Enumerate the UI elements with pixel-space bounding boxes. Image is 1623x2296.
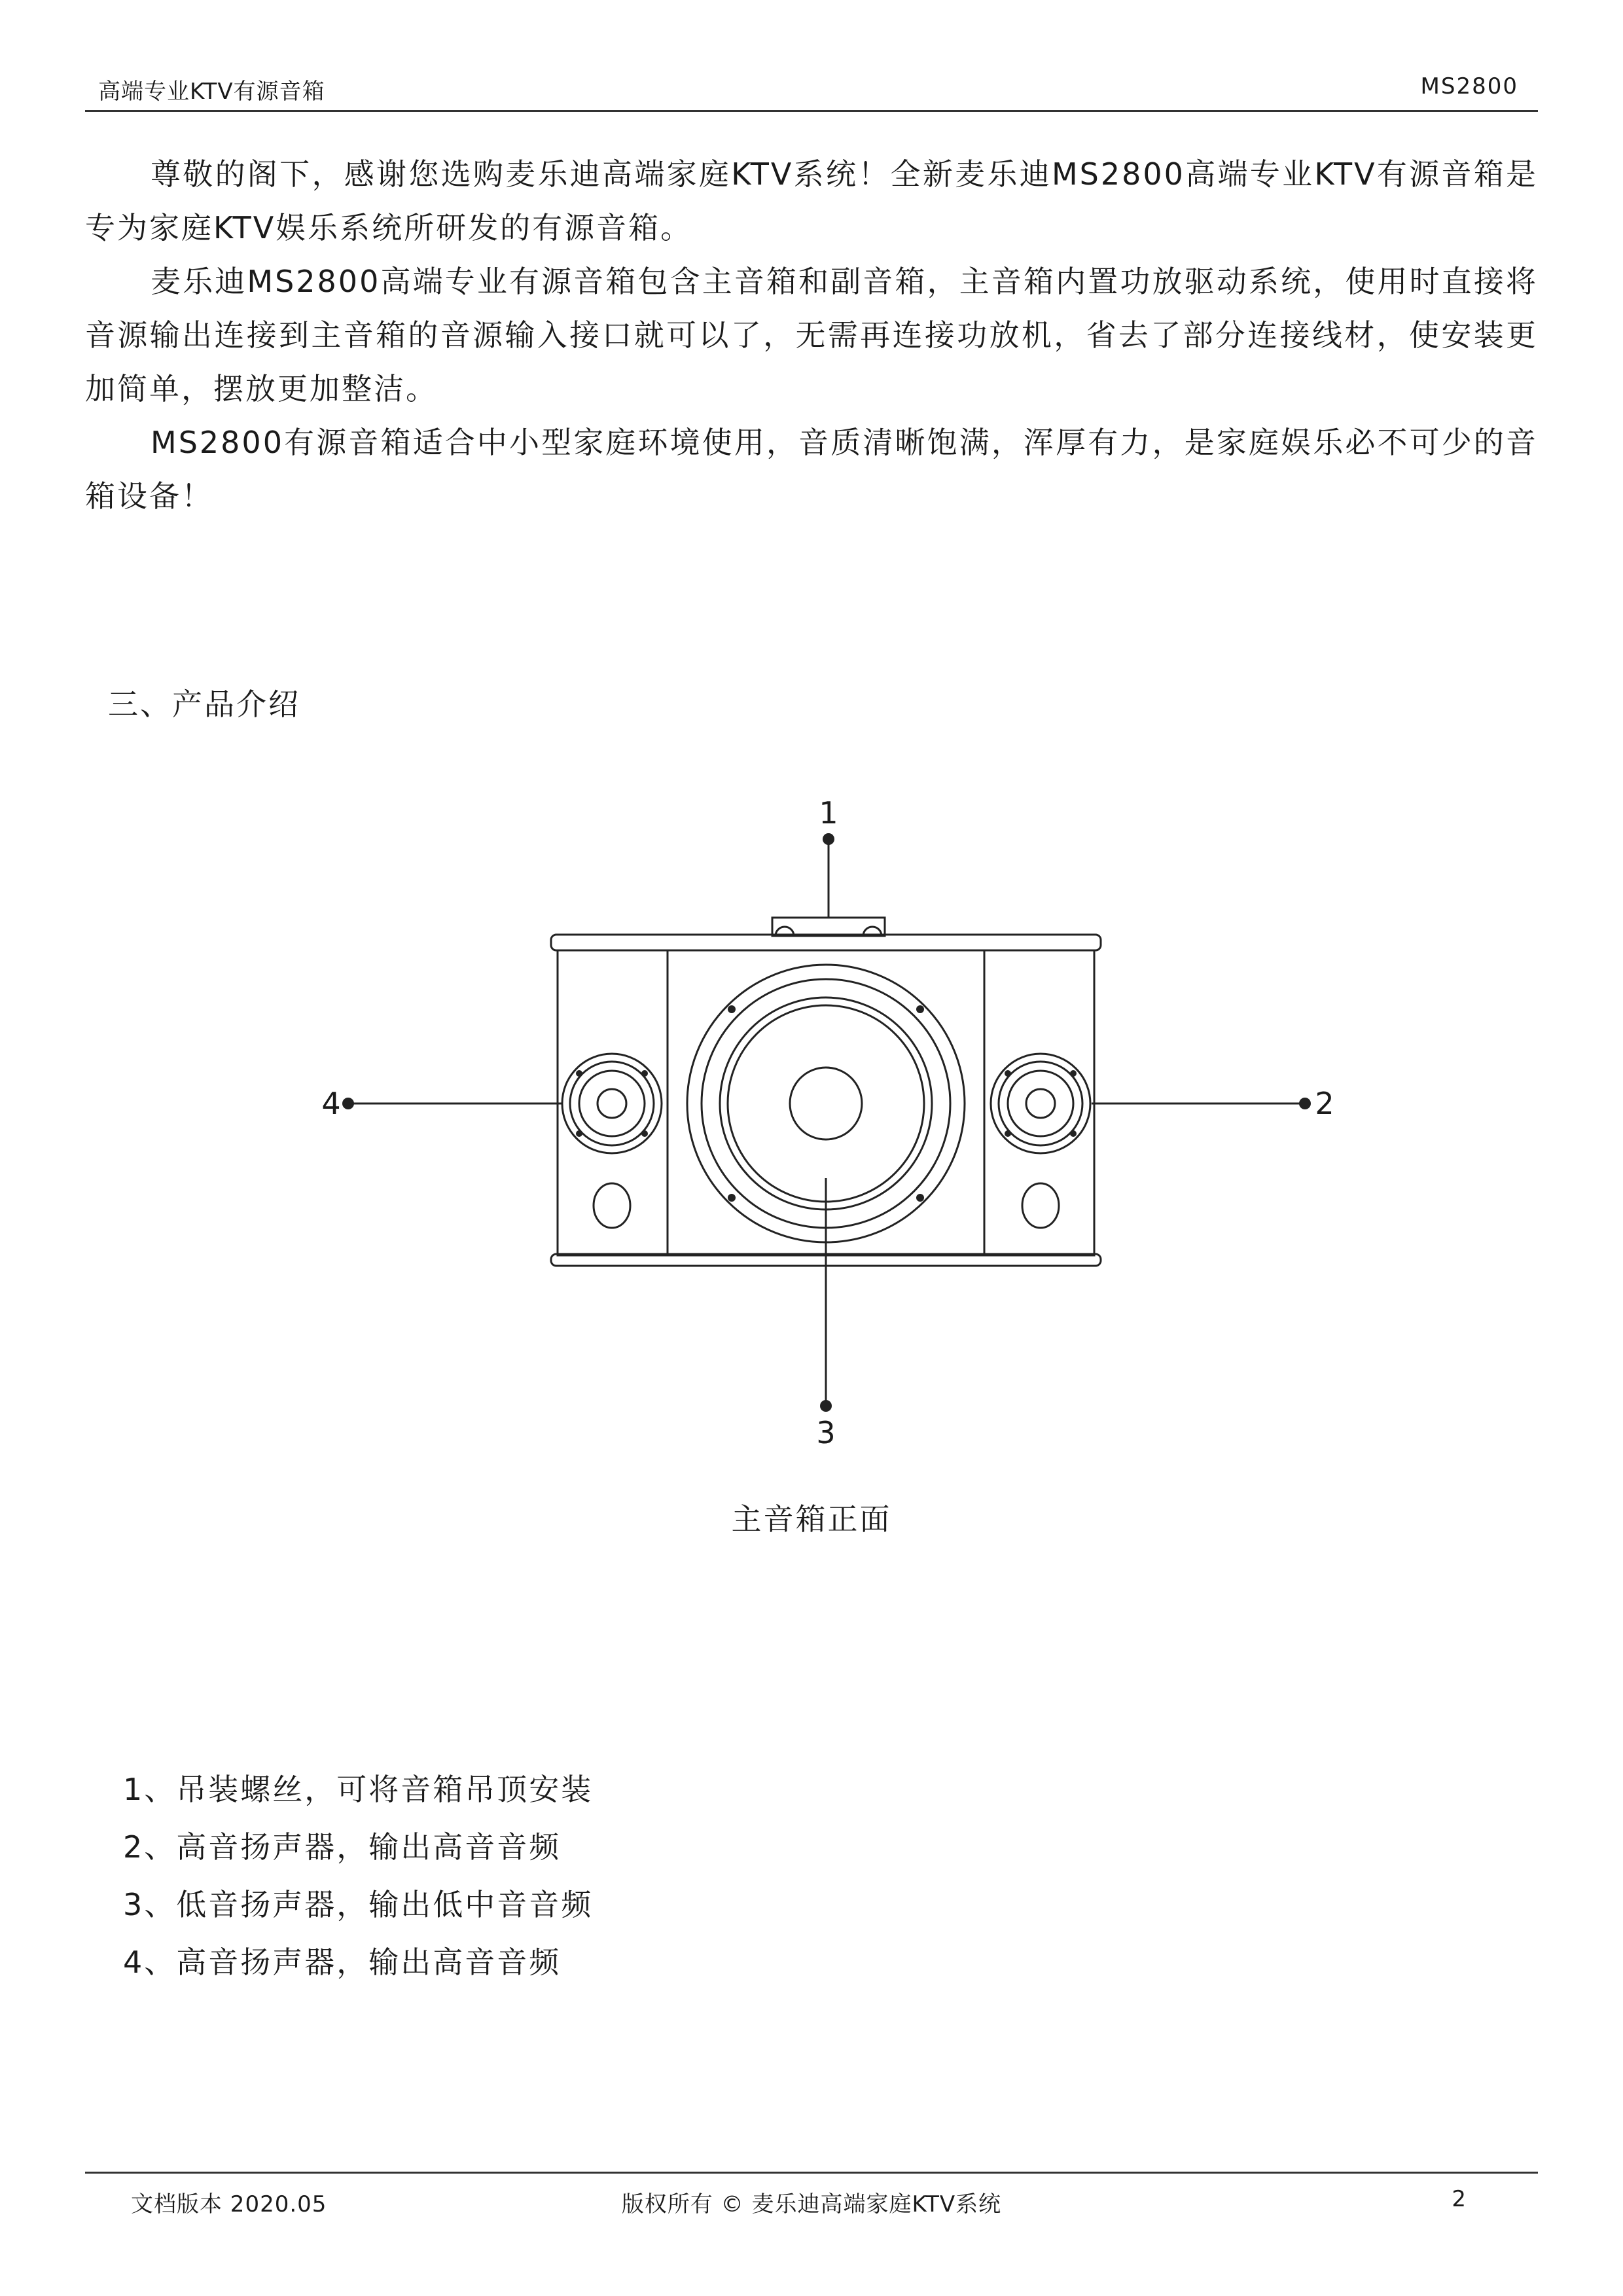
header-rule [85, 110, 1538, 112]
callout-label-4: 4 [321, 1086, 341, 1121]
callout-dot-2 [1299, 1098, 1311, 1109]
right-tweeter [991, 1054, 1090, 1228]
copyright-notice: 版权所有 © 麦乐迪高端家庭KTV系统 [621, 2191, 1002, 2217]
speaker-diagram-svg [314, 779, 1335, 1460]
callout-label-2: 2 [1315, 1086, 1334, 1121]
legend-item-1: 1、吊装螺丝，可将音箱吊顶安装 [123, 1772, 594, 1807]
callout-label-1: 1 [819, 795, 838, 831]
callout-dot-3 [820, 1400, 832, 1412]
left-tweeter [562, 1054, 662, 1228]
component-legend [123, 1761, 593, 1991]
callout-dot-4 [342, 1098, 354, 1109]
callout-dot-1 [823, 833, 834, 845]
speaker-front-diagram [314, 779, 1335, 1460]
intro-paragraph-2: 麦乐迪MS2800高端专业有源音箱包含主音箱和副音箱，主音箱内置功放驱动系统，使用时直接将音源输出连接到主音箱的音源输入接口就可以了，无需再连接功放机，省去了部分连接线材，使安装更加简单，摆放更加整洁。 [85, 264, 1538, 406]
callout-lines [348, 839, 1305, 1406]
intro-text [85, 147, 1538, 523]
callout-label-3: 3 [816, 1415, 836, 1450]
diagram-caption: 主音箱正面 [731, 1501, 892, 1537]
legend-item-4: 4、高音扬声器，输出高音音频 [123, 1945, 562, 1980]
document-version: 文档版本 2020.05 [131, 2191, 327, 2217]
legend-item-3: 3、低音扬声器，输出低中音音频 [123, 1887, 594, 1922]
hanging-bracket [772, 918, 885, 936]
section-title: 三、产品介绍 [108, 687, 300, 722]
legend-item-2: 2、高音扬声器，输出高音音频 [123, 1829, 562, 1865]
intro-paragraph-3: MS2800有源音箱适合中小型家庭环境使用，音质清晰饱满，浑厚有力，是家庭娱乐必不可少的音箱设备！ [85, 425, 1538, 514]
page-header [85, 73, 1538, 113]
page-number: 2 [1452, 2186, 1466, 2212]
intro-paragraph-1: 尊敬的阁下，感谢您选购麦乐迪高端家庭KTV系统！全新麦乐迪MS2800高端专业KTV有源音箱是专为家庭KTV娱乐系统所研发的有源音箱。 [85, 156, 1538, 245]
header-model: MS2800 [1420, 73, 1518, 99]
page-footer [85, 2172, 1538, 2224]
header-title: 高端专业KTV有源音箱 [98, 79, 325, 105]
